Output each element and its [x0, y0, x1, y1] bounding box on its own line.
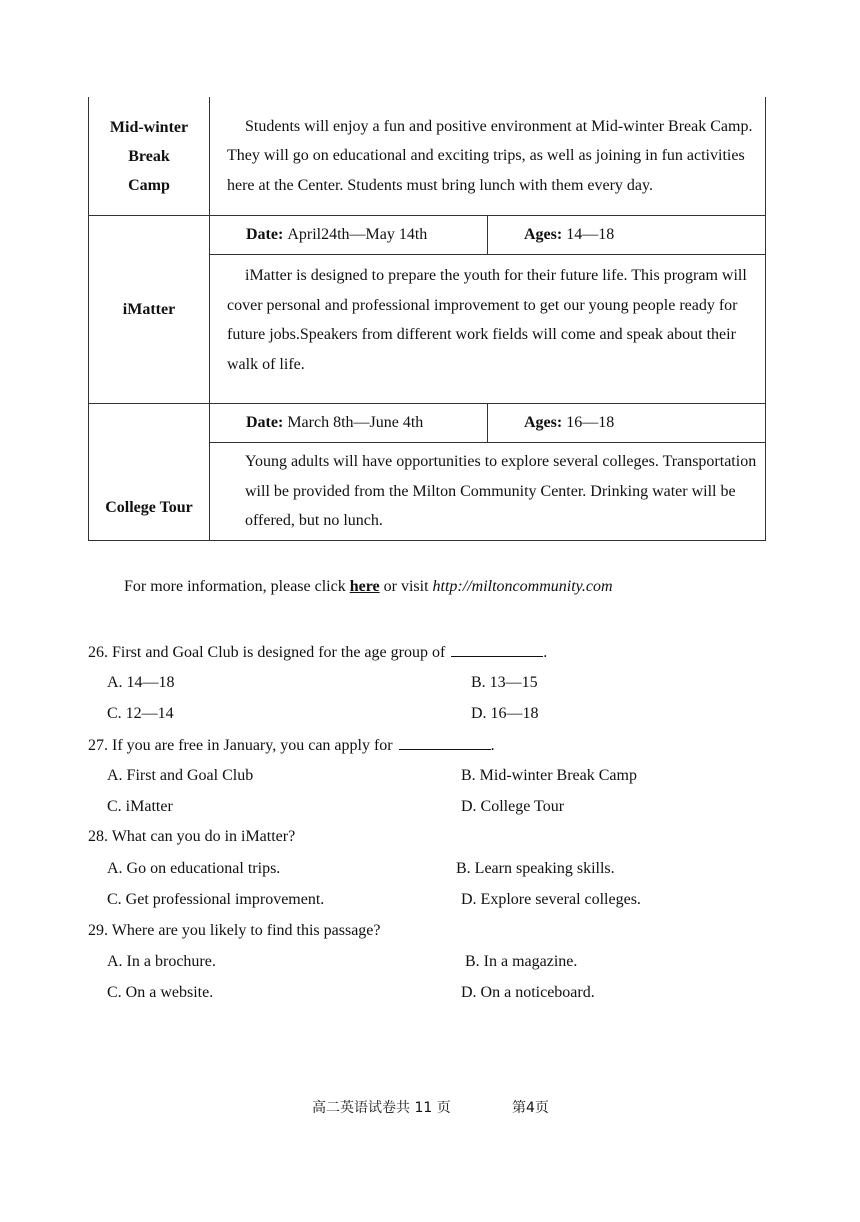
option-b[interactable]: B. Mid-winter Break Camp: [461, 767, 637, 784]
program-description: iMatter is designed to prepare the youth for their future life. This program will cover personal and professional improvement to get our young people ready for future jobs.Speakers from different work fields will come and speak about their walk of life.: [210, 255, 766, 404]
option-c[interactable]: C. iMatter: [107, 798, 173, 815]
question-27: 27. If you are free in January, you can apply for .: [88, 737, 495, 754]
option-a[interactable]: A. 14—18: [107, 674, 175, 691]
option-b[interactable]: B. In a magazine.: [465, 953, 578, 970]
footer-total-pages: 高二英语试卷共 11 页: [312, 1100, 451, 1116]
website-url[interactable]: http://miltoncommunity.com: [432, 578, 613, 595]
program-row-college-tour: [89, 404, 766, 443]
option-a[interactable]: A. Go on educational trips.: [107, 860, 281, 877]
program-name: Mid-winter Break Camp: [89, 97, 210, 216]
here-link[interactable]: here: [349, 578, 380, 595]
program-date: Date: March 8th—June 4th: [210, 404, 488, 443]
option-b[interactable]: B. 13—15: [471, 674, 538, 691]
program-name: College Tour: [89, 404, 210, 541]
option-c[interactable]: C. 12—14: [107, 705, 174, 722]
program-name: iMatter: [89, 216, 210, 404]
option-b[interactable]: B. Learn speaking skills.: [456, 860, 615, 877]
option-c[interactable]: C. Get professional improvement.: [107, 891, 325, 908]
question-28: 28. What can you do in iMatter?: [88, 828, 296, 845]
program-row-mid-winter: [89, 97, 766, 216]
question-26: 26. First and Goal Club is designed for the age group of .: [88, 644, 548, 661]
option-a[interactable]: A. First and Goal Club: [107, 767, 254, 784]
program-row-imatter: [89, 216, 766, 255]
option-a[interactable]: A. In a brochure.: [107, 953, 216, 970]
option-d[interactable]: D. Explore several colleges.: [461, 891, 641, 908]
option-d[interactable]: D. On a noticeboard.: [461, 984, 595, 1001]
program-description: Young adults will have opportunities to explore several colleges. Transportation will be provided from the Milton Community Center. Drinking water will be offered, but no lunch.: [210, 443, 766, 541]
footer-page-number: 第4页: [512, 1100, 549, 1116]
program-ages: Ages: 14—18: [488, 216, 766, 255]
option-d[interactable]: D. College Tour: [461, 798, 565, 815]
option-c[interactable]: C. On a website.: [107, 984, 214, 1001]
program-table: [88, 97, 766, 541]
answer-blank: [451, 642, 543, 657]
info-line: For more information, please click here or visit http://miltoncommunity.com: [124, 578, 613, 595]
program-ages: Ages: 16—18: [488, 404, 766, 443]
program-description: Students will enjoy a fun and positive environment at Mid-winter Break Camp. They will go on educational and exciting trips, as well as joining in fun activities here at the Center. Students must bring lunch with them every day.: [210, 97, 766, 216]
question-29: 29. Where are you likely to find this passage?: [88, 922, 381, 939]
answer-blank: [399, 735, 491, 750]
program-date: Date: April24th—May 14th: [210, 216, 488, 255]
option-d[interactable]: D. 16—18: [471, 705, 539, 722]
